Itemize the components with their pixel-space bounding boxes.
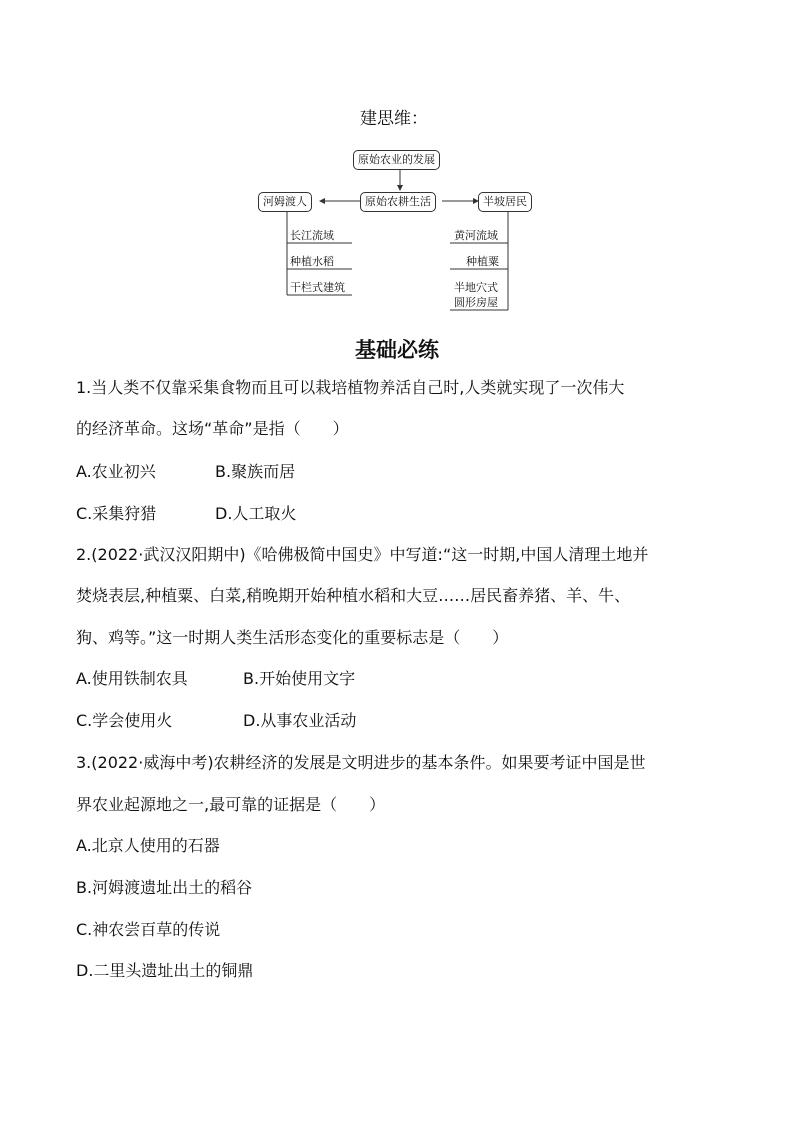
concept-diagram	[250, 145, 550, 320]
question-3-option-b: B.河姆渡遗址出土的稻谷	[76, 878, 253, 897]
diagram-right-item: 半地穴式	[454, 281, 498, 294]
question-2-line-2: 焚烧表层,种植粟、白菜,稍晚期开始种植水稻和大豆……居民畜养猪、羊、牛、	[76, 586, 631, 605]
question-1-line-2: 的经济革命。这场“革命”是指（ ）	[76, 419, 349, 438]
diagram-left-item: 种植水稻	[290, 255, 334, 268]
diagram-left-item: 干栏式建筑	[290, 281, 345, 294]
diagram-right-item: 圆形房屋	[454, 296, 498, 309]
diagram-node-top: 原始农业的发展	[353, 150, 440, 170]
question-2-option-b: B.开始使用文字	[243, 669, 356, 688]
question-2-option-d: D.从事农业活动	[243, 711, 357, 730]
question-2-option-a: A.使用铁制农具	[76, 669, 188, 688]
question-2-line-1: 2.(2022·武汉汉阳期中)《哈佛极简中国史》中写道:“这一时期,中国人清理土地并	[76, 545, 649, 564]
diagram-heading: 建思维：	[360, 109, 428, 129]
question-1-option-b: B.聚族而居	[215, 462, 296, 481]
diagram-right-item: 黄河流域	[454, 229, 498, 242]
question-3-line-2: 界农业起源地之一,最可靠的证据是（ ）	[76, 795, 386, 814]
diagram-left-item: 长江流域	[290, 229, 334, 242]
section-title: 基础必练	[355, 338, 439, 362]
diagram-right-item: 种植粟	[466, 255, 499, 268]
question-3-option-d: D.二里头遗址出土的铜鼎	[76, 961, 254, 980]
question-1-option-a: A.农业初兴	[76, 462, 156, 481]
question-1-line-1: 1.当人类不仅靠采集食物而且可以栽培植物养活自己时,人类就实现了一次伟大	[76, 378, 625, 397]
question-1-option-d: D.人工取火	[215, 504, 297, 523]
question-3-line-1: 3.(2022·威海中考)农耕经济的发展是文明进步的基本条件。如果要考证中国是世	[76, 753, 646, 772]
question-3-option-a: A.北京人使用的石器	[76, 836, 220, 855]
question-2-line-3: 狗、鸡等。”这一时期人类生活形态变化的重要标志是（ ）	[76, 628, 509, 647]
question-2-option-c: C.学会使用火	[76, 711, 173, 730]
diagram-node-center: 原始农耕生活	[360, 192, 436, 212]
diagram-node-left: 河姆渡人	[258, 192, 312, 212]
question-3-option-c: C.神农尝百草的传说	[76, 920, 221, 939]
diagram-node-right: 半坡居民	[478, 192, 532, 212]
question-1-option-c: C.采集狩猎	[76, 504, 157, 523]
